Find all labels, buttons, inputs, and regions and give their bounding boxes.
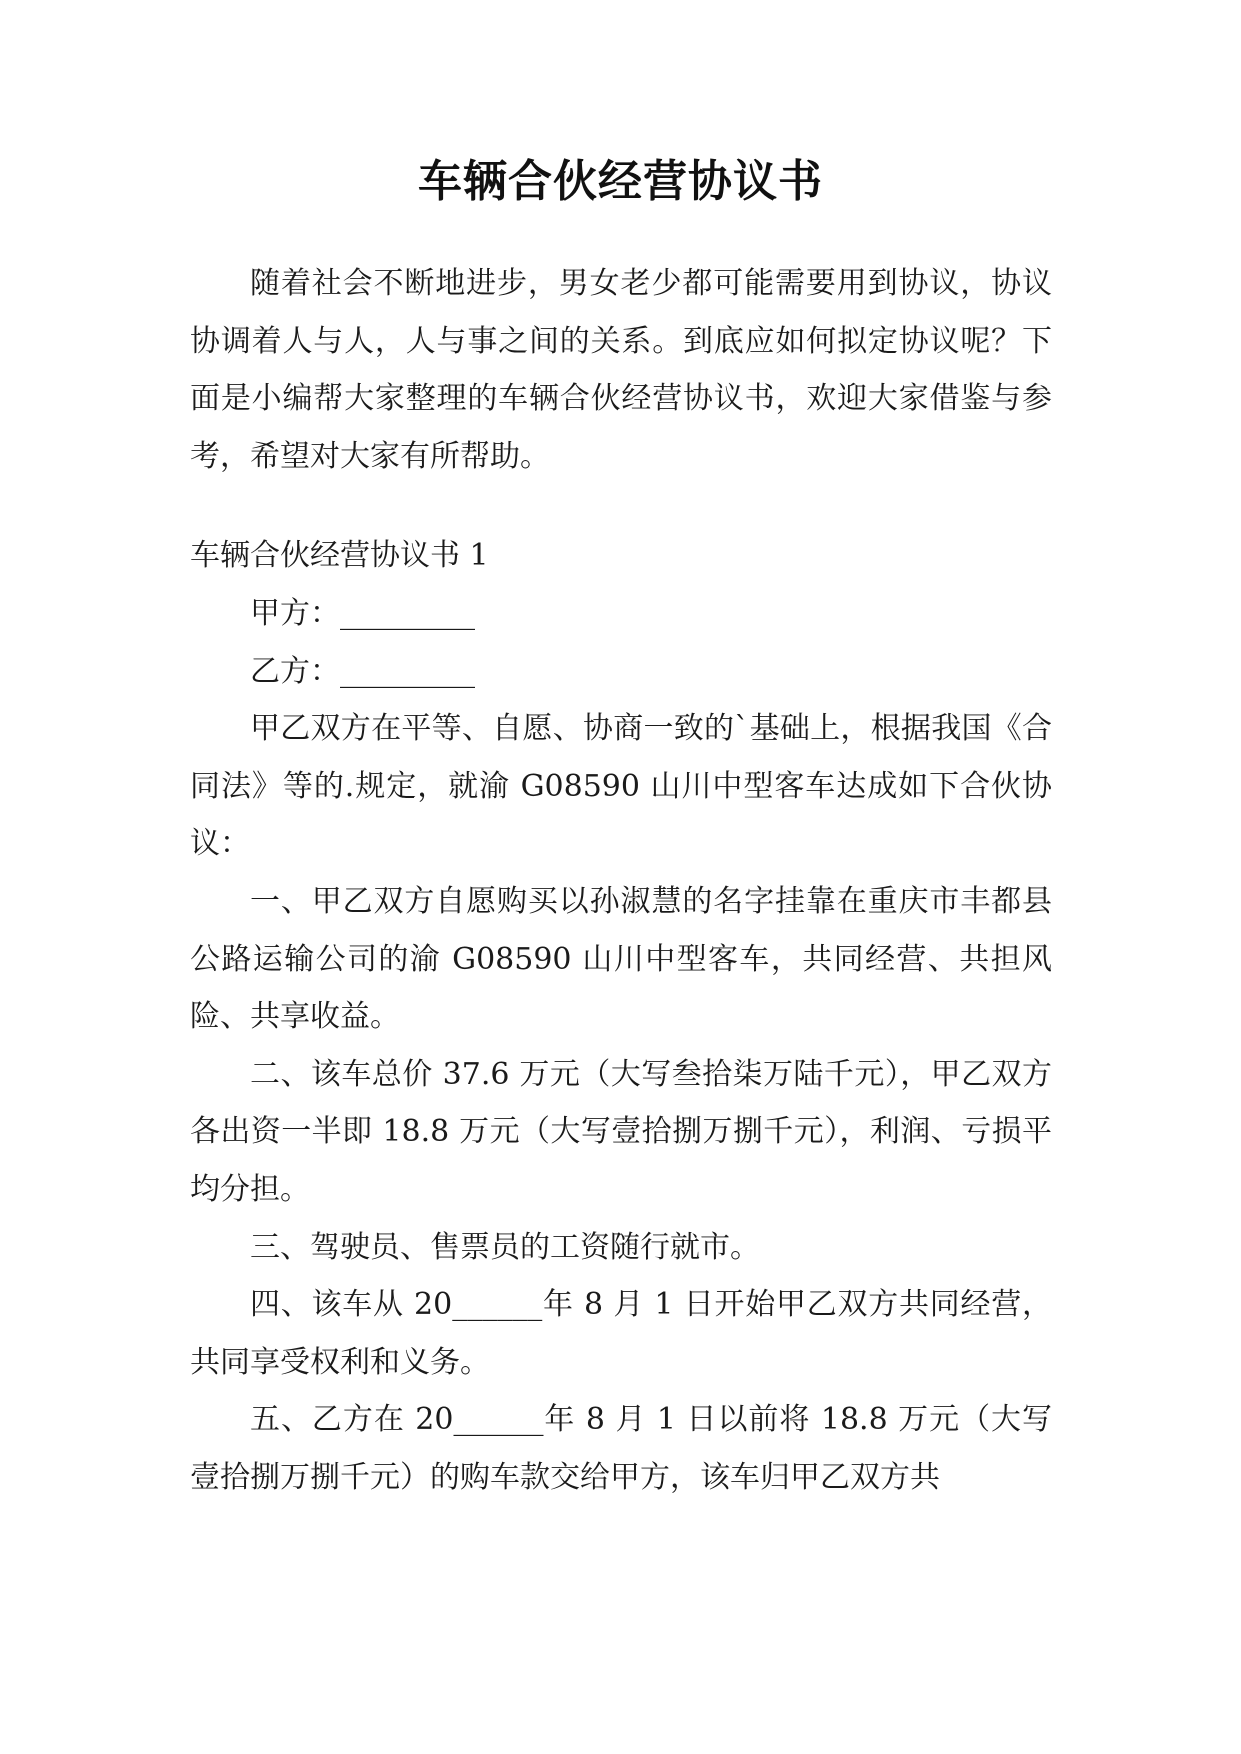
intro-paragraph: 随着社会不断地进步，男女老少都可能需要用到协议，协议协调着人与人，人与事之间的关系。到底应如何拟定协议呢？下面是小编帮大家整理的车辆合伙经营协议书，欢迎大家借鉴与参考，希望对大家有所帮助。 xyxy=(190,266,1052,474)
preamble-paragraph: 甲乙双方在平等、自愿、协商一致的`基础上，根据我国《合同法》等的.规定，就渝 G08590 山川中型客车达成如下合伙协议： xyxy=(190,711,1052,862)
party-a-line: 甲方：_________ xyxy=(250,595,475,631)
clause-5: 五、乙方在 20______年 8 月 1 日以前将 18.8 万元（大写壹拾捌万捌千元）的购车款交给甲方，该车归甲乙双方共 xyxy=(190,1402,1052,1495)
clause-3: 三、驾驶员、售票员的工资随行就市。 xyxy=(250,1229,760,1265)
document-body xyxy=(190,255,1052,1506)
section-title: 车辆合伙经营协议书 1 xyxy=(190,538,489,574)
clause-4: 四、该车从 20______年 8 月 1 日开始甲乙双方共同经营，共同享受权利和义务。 xyxy=(190,1287,1052,1380)
clause-1: 一、甲乙双方自愿购买以孙淑慧的名字挂靠在重庆市丰都县公路运输公司的渝 G08590 山川中型客车，共同经营、共担风险、共享收益。 xyxy=(190,883,1052,1035)
party-b-line: 乙方：_________ xyxy=(250,653,475,689)
clause-2: 二、该车总价 37.6 万元（大写叁拾柒万陆千元），甲乙双方各出资一半即 18.8 万元（大写壹拾捌万捌千元），利润、亏损平均分担。 xyxy=(190,1056,1052,1207)
document-title: 车辆合伙经营协议书 xyxy=(418,156,823,207)
